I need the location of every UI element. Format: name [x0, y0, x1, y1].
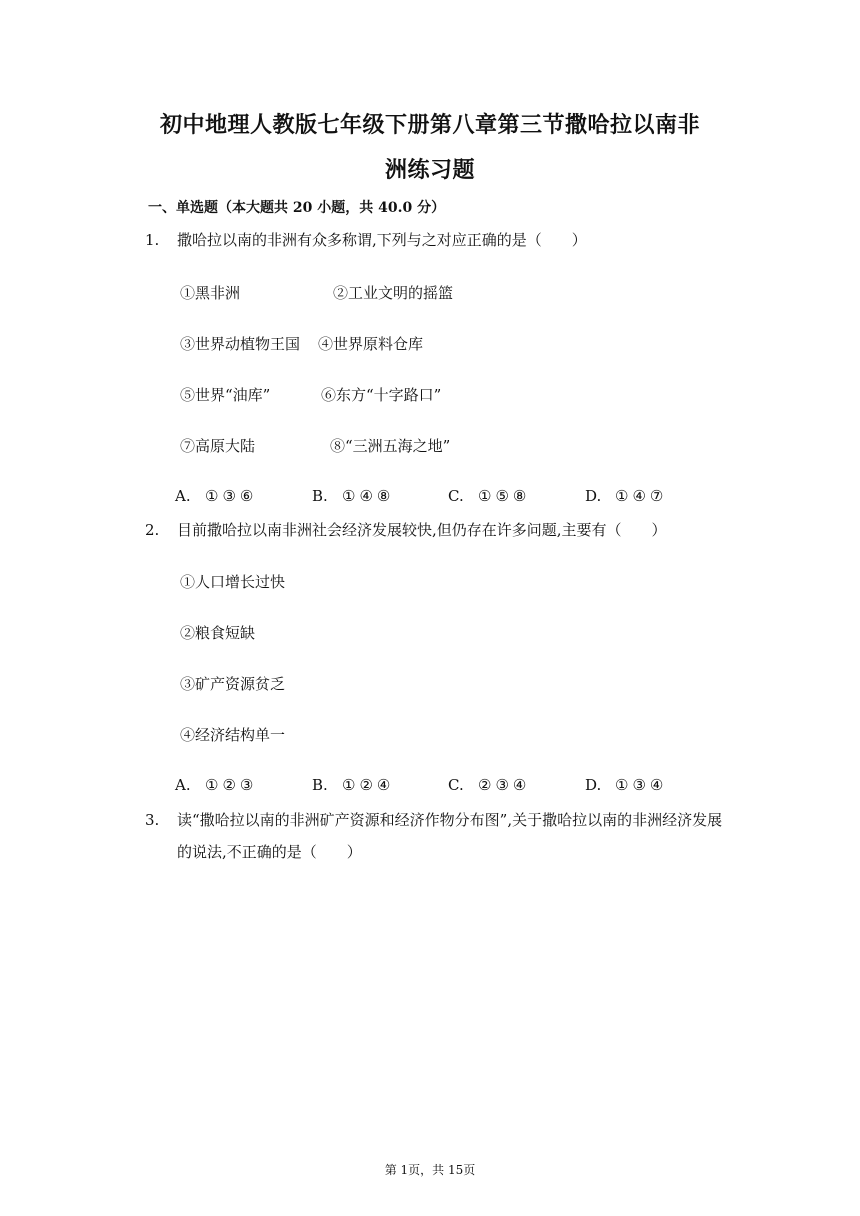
option-label: D. — [585, 487, 602, 505]
q1-statement-3: ③世界动植物王国 — [180, 335, 301, 353]
option-value: ①③④ — [615, 776, 668, 794]
q2-option-c[interactable] — [448, 776, 530, 794]
option-value: ①⑤⑧ — [478, 487, 531, 505]
q1-statement-5: ⑤世界“油库” — [180, 386, 271, 404]
q2-statement-3: ③矿产资源贫乏 — [180, 675, 286, 693]
q2-option-d[interactable] — [585, 776, 667, 794]
option-label: D. — [585, 776, 602, 794]
q2-statement-4: ④经济结构单一 — [180, 726, 286, 744]
option-label: B. — [312, 487, 328, 505]
question-3-text: 读“撒哈拉以南的非洲矿产资源和经济作物分布图”,关于撒哈拉以南的非洲经济发展的说法,不正确的是（ ） — [177, 811, 723, 861]
q1-statement-1: ①黑非洲 — [180, 284, 241, 302]
q2-option-a[interactable] — [175, 776, 257, 794]
page-title-line-2: 洲练习题 — [384, 157, 475, 183]
q2-statement-2: ②粮食短缺 — [180, 624, 256, 642]
q1-statement-8: ⑧“三洲五海之地” — [330, 437, 451, 455]
q2-statement-1: ①人口增长过快 — [180, 573, 286, 591]
option-value: ②③④ — [478, 776, 531, 794]
question-1-text: 撒哈拉以南的非洲有众多称谓,下列与之对应正确的是（ ） — [177, 231, 587, 249]
q1-option-c[interactable] — [448, 487, 530, 505]
question-1-number: 1. — [145, 231, 160, 249]
option-value: ①③⑥ — [205, 487, 258, 505]
option-value: ①②④ — [342, 776, 395, 794]
option-label: A. — [175, 487, 191, 505]
q1-statement-7: ⑦高原大陆 — [180, 437, 256, 455]
q1-statement-6: ⑥东方“十字路口” — [321, 386, 442, 404]
option-label: C. — [448, 487, 464, 505]
option-label: A. — [175, 776, 191, 794]
q1-option-a[interactable] — [175, 487, 257, 505]
q1-option-d[interactable] — [585, 487, 667, 505]
q1-statement-2: ②工业文明的摇篮 — [333, 284, 454, 302]
section-header: 一、单选题（本大题共 20 小题，共 40.0 分） — [148, 200, 446, 216]
page-footer: 第 1页，共 15页 — [384, 1163, 476, 1177]
question-3-number: 3. — [145, 811, 160, 829]
question-2-number: 2. — [145, 521, 160, 539]
q1-option-b[interactable] — [312, 487, 394, 505]
option-label: C. — [448, 776, 464, 794]
page-title-line-1: 初中地理人教版七年级下册第八章第三节撒哈拉以南非 — [159, 112, 700, 138]
option-value: ①④⑧ — [342, 487, 395, 505]
option-value: ①④⑦ — [615, 487, 668, 505]
option-value: ①②③ — [205, 776, 258, 794]
q1-statement-4: ④世界原料仓库 — [318, 335, 424, 353]
q2-option-b[interactable] — [312, 776, 394, 794]
question-2-text: 目前撒哈拉以南非洲社会经济发展较快,但仍存在许多问题,主要有（ ） — [177, 521, 667, 539]
option-label: B. — [312, 776, 328, 794]
